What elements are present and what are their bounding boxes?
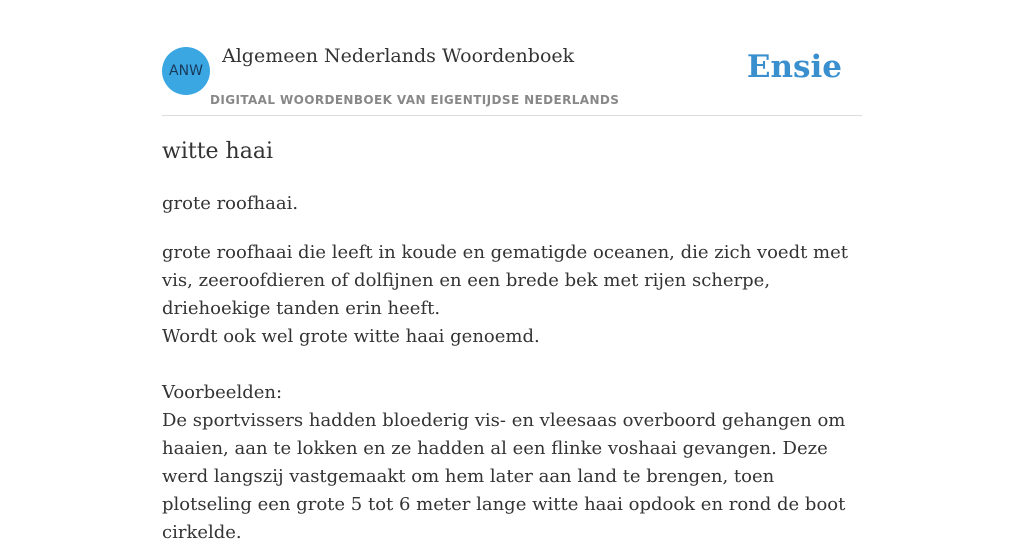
ensie-brand-logo[interactable]: Ensie	[746, 49, 842, 85]
spacer	[162, 351, 862, 379]
site-header	[162, 0, 862, 116]
anw-logo[interactable]: ANW	[162, 47, 210, 95]
example-text: De sportvissers hadden bloederig vis- en vleesaas overboord gehangen om haaien, aan te lokken en ze hadden al een flinke voshaai gevangen. Deze werd langszij vastgemaakt om hem later aan land te brengen, toen plotseling een grote 5 tot 6 meter lange witte haai opdook en rond de boot cirkelde.	[162, 410, 846, 543]
long-definition-block	[162, 239, 862, 547]
definition-note: Wordt ook wel grote witte haai genoemd.	[162, 326, 540, 347]
site-title[interactable]: Algemeen Nederlands Woordenboek	[222, 45, 575, 67]
examples-label: Voorbeelden:	[162, 382, 283, 403]
long-definition: grote roofhaai die leeft in koude en gematigde oceanen, die zich voedt met vis, zeeroofdieren of dolfijnen en een brede bek met rijen scherpe, driehoekige tanden erin heeft.	[162, 242, 848, 319]
entry-headword: witte haai	[162, 139, 273, 164]
site-subtitle: DIGITAAL WOORDENBOEK VAN EIGENTIJDSE NEDERLANDS	[210, 93, 620, 107]
short-definition: grote roofhaai.	[162, 193, 299, 214]
page	[162, 0, 862, 543]
